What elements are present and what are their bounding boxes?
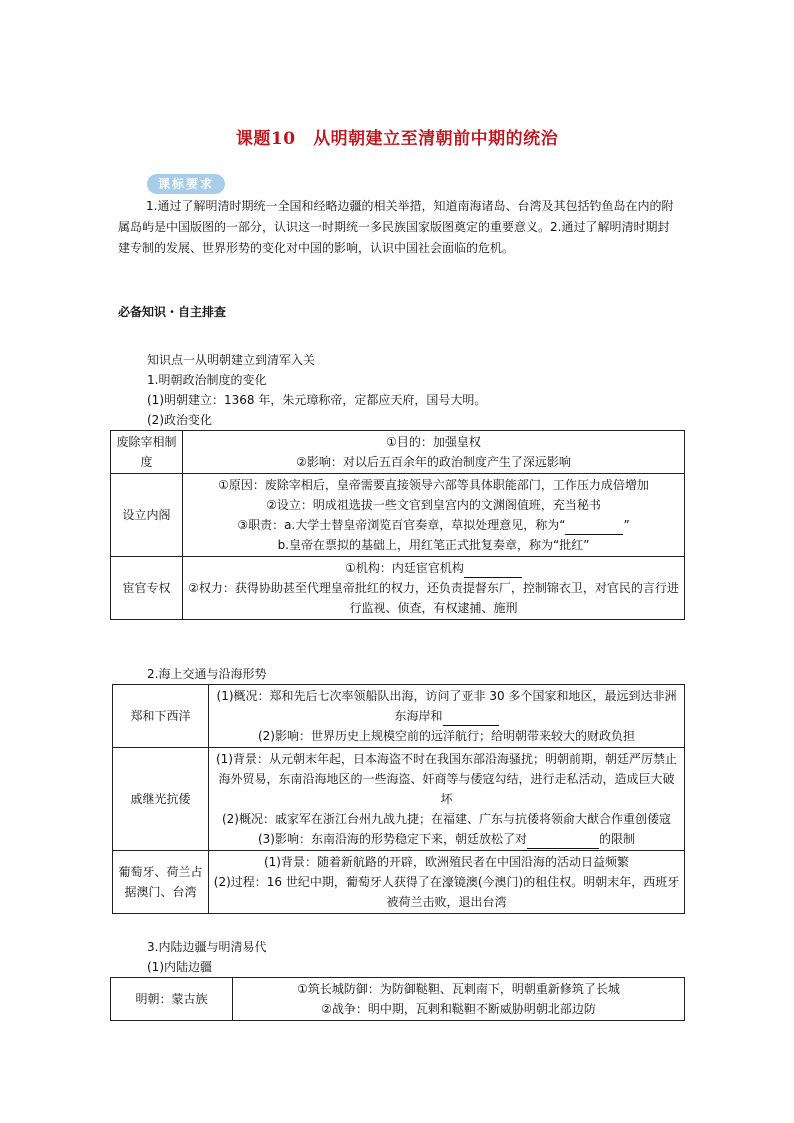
requirements-paragraph bbox=[118, 196, 678, 259]
cell-line bbox=[187, 558, 680, 578]
cell-line: ②影响：对以后五百余年的政治制度产生了深远影响 bbox=[296, 455, 571, 469]
cell-line: (1)背景：从元朝末年起，日本海盗不时在我国东部沿海骚扰；明朝前期，朝廷严厉禁止海外贸易，东南沿海地区的一些海盗、奸商等与倭寇勾结，进行走私活动，造成巨大破坏 bbox=[215, 752, 677, 806]
table-row bbox=[111, 431, 685, 474]
cell-line bbox=[213, 829, 680, 849]
table-row bbox=[111, 978, 685, 1021]
table-cell-label: 废除宰相制度 bbox=[111, 431, 183, 474]
table-cell-content bbox=[209, 748, 685, 851]
subsection-3-title: 3.内陆边疆与明清易代 bbox=[147, 940, 267, 954]
cell-line: (1)背景：随着新航路的开辟，欧洲殖民者在中国沿海的活动日益频繁 bbox=[263, 855, 629, 869]
fill-in-blank bbox=[565, 520, 623, 535]
cell-line-text: 的限制 bbox=[598, 832, 635, 846]
table-row bbox=[111, 474, 685, 557]
section-heading: 必备知识・自主排查 bbox=[118, 305, 227, 319]
requirements-text: 1.通过了解明清时期统一全国和经略边疆的相关举措，知道南海诸岛、台湾及其包括钓鱼岛在内的附属岛屿是中国版图的一部分，认识这一时期统一多民族国家版图奠定的重要意义。2.通过了解明清时期封建专制的发展、世界形势的变化对中国的影响，认识中国社会面临的危机。 bbox=[118, 199, 674, 255]
cell-line-text: (1)概况：郑和先后七次率领船队出海，访问了亚非 30 多个国家和地区，最远到达非洲东海岸和 bbox=[216, 689, 677, 723]
table-cell-label: 葡萄牙、荷兰占据澳门、台湾 bbox=[113, 851, 209, 914]
table-cell-label: 戚继光抗倭 bbox=[113, 748, 209, 851]
cell-line: (2)影响：世界历史上规模空前的远洋航行；给明朝带来较大的财政负担 bbox=[257, 729, 635, 743]
inland-frontier-table bbox=[110, 977, 685, 1021]
subsection-2-title: 2.海上交通与沿海形势 bbox=[147, 667, 267, 681]
table-cell-label: 宦官专权 bbox=[111, 557, 183, 620]
cell-line: ①筑长城防御：为防御鞑靼、瓦剌南下，明朝重新修筑了长城 bbox=[297, 982, 620, 996]
table-cell-content bbox=[183, 474, 685, 557]
table-cell-content bbox=[233, 978, 685, 1021]
page-title: 课题10 从明朝建立至清朝前中期的统治 bbox=[235, 129, 559, 149]
cell-line-text: ③职责：a.大学士替皇帝浏览百官奏章，草拟处理意见，称为“ bbox=[237, 518, 566, 532]
subsection-1-item-1: (1)明朝建立：1368 年，朱元璋称帝，定都应天府，国号大明。 bbox=[147, 393, 487, 407]
fill-in-blank bbox=[443, 711, 499, 726]
cell-line-text: ①机构：内廷宦官机构 bbox=[345, 561, 464, 575]
cell-line bbox=[187, 515, 680, 535]
fill-in-blank bbox=[527, 834, 599, 849]
curriculum-requirements-badge: 课标要求 bbox=[147, 174, 225, 194]
political-change-table bbox=[110, 430, 685, 620]
subsection-1-title: 1.明朝政治制度的变化 bbox=[147, 373, 267, 387]
subsection-3-item-1: (1)内陆边疆 bbox=[147, 960, 212, 974]
cell-line: ②战争：明中期，瓦剌和鞑靼不断威胁明朝北部边防 bbox=[321, 1002, 596, 1016]
table-row bbox=[111, 557, 685, 620]
table-cell-label: 设立内阁 bbox=[111, 474, 183, 557]
cell-line: (2)概况：戚家军在浙江台州九战九捷；在福建、广东与抗倭将领俞大猷合作重创倭寇 bbox=[221, 812, 671, 826]
table-cell-content bbox=[183, 557, 685, 620]
table-cell-label: 明朝：蒙古族 bbox=[111, 978, 233, 1021]
maritime-table bbox=[112, 684, 685, 914]
table-cell-content bbox=[209, 851, 685, 914]
cell-line: ①目的：加强皇权 bbox=[386, 435, 481, 449]
cell-line bbox=[213, 686, 680, 726]
fill-in-blank bbox=[464, 563, 522, 578]
table-cell-content bbox=[183, 431, 685, 474]
cell-line: ②设立：明成祖选拔一些文官到皇宫内的文渊阁值班，充当秘书 bbox=[266, 498, 601, 512]
table-row bbox=[113, 748, 685, 851]
table-row bbox=[113, 851, 685, 914]
cell-line-text: (3)影响：东南沿海的形势稳定下来，朝廷放松了对 bbox=[257, 832, 527, 846]
table-cell-content bbox=[209, 685, 685, 748]
cell-line-text: ” bbox=[623, 518, 630, 532]
cell-line: (2)过程：16 世纪中期，葡萄牙人获得了在濠镜澳(今澳门)的租住权。明朝末年，西班牙被荷兰击败，退出台湾 bbox=[213, 875, 680, 909]
table-row bbox=[113, 685, 685, 748]
cell-line: b.皇帝在票拟的基础上，用红笔正式批复奏章，称为“批红” bbox=[277, 538, 590, 552]
table-cell-label: 郑和下西洋 bbox=[113, 685, 209, 748]
knowledge-point-1: 知识点一从明朝建立到清军入关 bbox=[147, 353, 316, 367]
cell-line: ①原因：废除宰相后，皇帝需要直接领导六部等具体职能部门，工作压力成倍增加 bbox=[218, 478, 649, 492]
cell-line: ②权力：获得协助甚至代理皇帝批红的权力，还负责提督东厂，控制锦衣卫，对官民的言行进行监视、侦查，有权逮捕、施刑 bbox=[188, 581, 679, 615]
subsection-1-item-2: (2)政治变化 bbox=[147, 413, 212, 427]
